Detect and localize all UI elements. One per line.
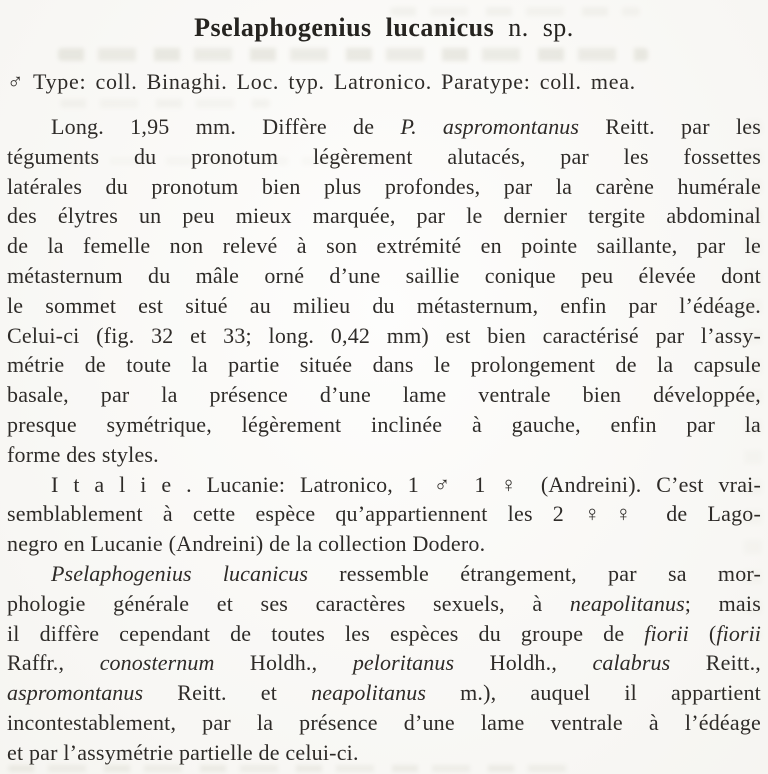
text-run: forme des styles. [7, 441, 159, 467]
body-text [7, 112, 761, 768]
text-line [7, 172, 761, 202]
text-line [7, 142, 761, 172]
text-run: ( [688, 620, 717, 646]
text-line [7, 261, 761, 291]
text-line [7, 499, 761, 529]
title-species-name: Pselaphogenius lucanicus [194, 13, 495, 42]
text-line [7, 291, 761, 321]
text-run: métasternum du mâle orné d’une saillie conique peu élevée dont [7, 262, 761, 288]
text-run: des élytres un peu mieux marquée, par le dernier tergite abdominal [7, 203, 761, 229]
text-run: ressemble étrangement, par sa mor- [308, 560, 762, 586]
text-run: presque symétrique, légèrement inclinée à gauche, enfin par la [7, 411, 761, 437]
taxon-name-italic: neapolitanus [311, 680, 427, 706]
text-run: basale, par la présence d’une lame ventrale bien développée, [7, 382, 761, 408]
text-line [7, 380, 761, 410]
text-run: le sommet est situé au milieu du métasternum, enfin par l’édéage. [7, 292, 761, 318]
text-line [7, 619, 761, 649]
text-line [7, 201, 761, 231]
taxon-name-italic: calabrus [592, 650, 671, 676]
text-run: et par l’assymétrie partielle de celui-ci. [7, 739, 359, 765]
text-line [7, 648, 761, 678]
species-title [0, 13, 768, 43]
text-run: I t a l i e . Lucanie: Latronico, 1 ♂ 1 ♀ (Andreini). C’est vrai- [51, 471, 761, 497]
text-run: il diffère cependant de toutes les espèces du groupe de [7, 620, 645, 646]
text-run: phologie générale et ses caractères sexuels, à [7, 590, 570, 616]
text-line [7, 321, 761, 351]
taxon-name-italic: conosternum [99, 650, 215, 676]
text-run: Celui-ci (fig. 32 et 33; long. 0,42 mm) est bien caractérisé par l’assy- [7, 322, 761, 348]
taxon-name-italic: fiorii [716, 620, 762, 646]
text-line [7, 708, 761, 738]
text-run: Long. 1,95 mm. Diffère de [51, 114, 401, 139]
taxon-name-italic: peloritanus [352, 650, 455, 676]
taxon-name-italic: fiorii [644, 620, 689, 646]
taxon-name-italic: aspromontanus [7, 680, 144, 706]
text-run: Reitt., [670, 650, 761, 676]
text-line [7, 589, 761, 619]
text-run: negro en Lucanie (Andreini) de la collection Dodero. [7, 531, 486, 557]
type-line: ♂ Type: coll. Binaghi. Loc. typ. Latronico. Paratype: coll. mea. [7, 69, 636, 94]
text-run: Reitt. et [143, 680, 312, 706]
text-line [7, 112, 761, 142]
text-run: de la femelle non relevé à son extrémité en pointe saillante, par le [7, 233, 761, 259]
text-run: Reitt. par les [579, 114, 762, 139]
text-run: incontestablement, par la présence d’une lame ventrale à l’édéage [7, 709, 761, 735]
text-line [7, 678, 761, 708]
text-line [7, 529, 761, 559]
text-line [7, 231, 761, 261]
text-line [7, 470, 761, 500]
taxon-name-italic: P. aspromontanus [400, 114, 580, 139]
text-run: Holdh., [454, 650, 593, 676]
text-run: métrie de toute la partie située dans le prolongement de la capsule [7, 352, 761, 378]
text-line [7, 350, 761, 380]
text-run: m.), auquel il appartient [426, 680, 761, 706]
text-run: latérales du pronotum bien plus profondes, par la carène humérale [7, 173, 761, 199]
text-line [7, 559, 761, 589]
text-line [7, 440, 761, 470]
text-run: ; mais [684, 590, 761, 616]
text-run: téguments du pronotum légèrement alutacés, par les fossettes [7, 143, 761, 169]
text-line [7, 738, 761, 768]
text-run: Raffr., [7, 650, 100, 676]
title-rank: n. sp. [494, 13, 574, 42]
bleedthrough-artifact [58, 48, 648, 61]
bleedthrough-artifact [60, 99, 270, 108]
text-line [7, 410, 761, 440]
text-run: Holdh., [214, 650, 353, 676]
text-run: semblablement à cette espèce qu’appartiennent les 2 ♀♀ de Lago- [7, 501, 761, 527]
taxon-name-italic: Pselaphogenius lucanicus [51, 560, 309, 586]
taxon-name-italic: neapolitanus [569, 590, 685, 616]
